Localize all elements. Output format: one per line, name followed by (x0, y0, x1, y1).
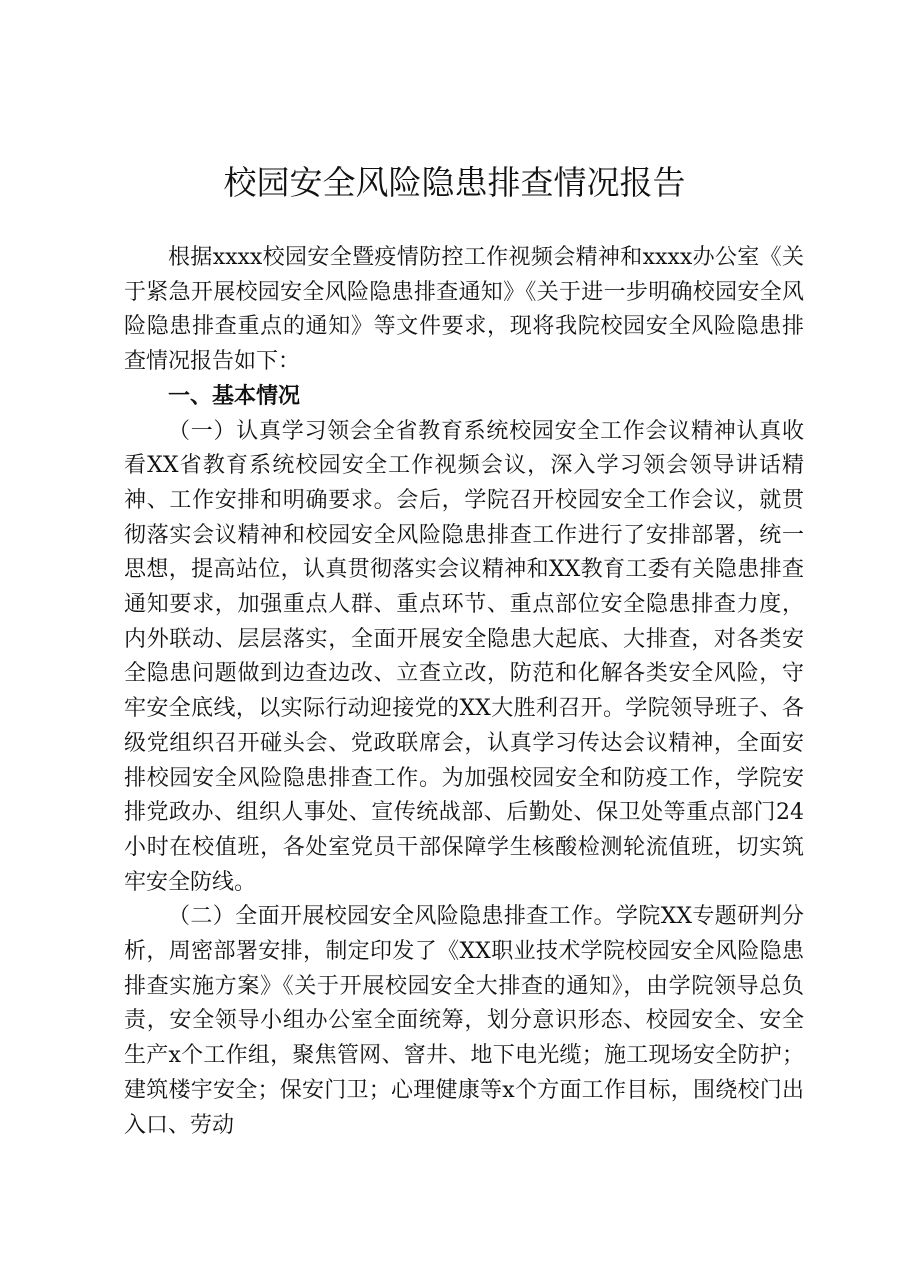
intro-paragraph: 根据xxxx校园安全暨疫情防控工作视频会精神和xxxx办公室《关于紧急开展校园安全风险隐患排查通知》《关于进一步明确校园安全风险隐患排查重点的通知》等文件要求，现将我院校园安全风险隐患排查情况报告如下： (124, 245, 804, 375)
paragraph-item-2: （二）全面开展校园安全风险隐患排查工作。学院XX专题研判分析，周密部署安排，制定印发了《XX职业技术学院校园安全风险隐患排查实施方案》《关于开展校园安全大排查的通知》，由学院领导总负责，安全领导小组办公室全面统筹，划分意识形态、校园安全、安全生产x个工作组，聚焦管网、窨井、地下电光缆；施工现场安全防护；建筑楼宇安全；保安门卫；心理健康等x个方面工作目标，围绕校门出入口、劳动 (124, 904, 804, 1138)
paragraph-item-1: （一）认真学习领会全省教育系统校园安全工作会议精神认真收看XX省教育系统校园安全工作视频会议，深入学习领会领导讲话精神、工作安排和明确要求。会后，学院召开校园安全工作会议，就贯彻落实会议精神和校园安全风险隐患排查工作进行了安排部署，统一思想，提高站位，认真贯彻落实会议精神和XX教育工委有关隐患排查通知要求，加强重点人群、重点环节、重点部位安全隐患排查力度，内外联动、层层落实，全面开展安全隐患大起底、大排查，对各类安全隐患问题做到边查边改、立查立改，防范和化解各类安全风险，守牢安全底线，以实际行动迎接党的XX大胜利召开。学院领导班子、各级党组织召开碰头会、党政联席会，认真学习传达会议精神，全面安排校园安全风险隐患排查工作。为加强校园安全和防疫工作，学院安排党政办、组织人事处、宣传统战部、后勤处、保卫处等重点部门24小时在校值班，各处室党员干部保障学生核酸检测轮流值班，切实筑牢安全防线。 (124, 418, 804, 895)
document-body (124, 241, 804, 1143)
document-title: 校园安全风险隐患排查情况报告 (223, 163, 686, 202)
section-heading-basic-situation: 一、基本情况 (168, 383, 301, 409)
